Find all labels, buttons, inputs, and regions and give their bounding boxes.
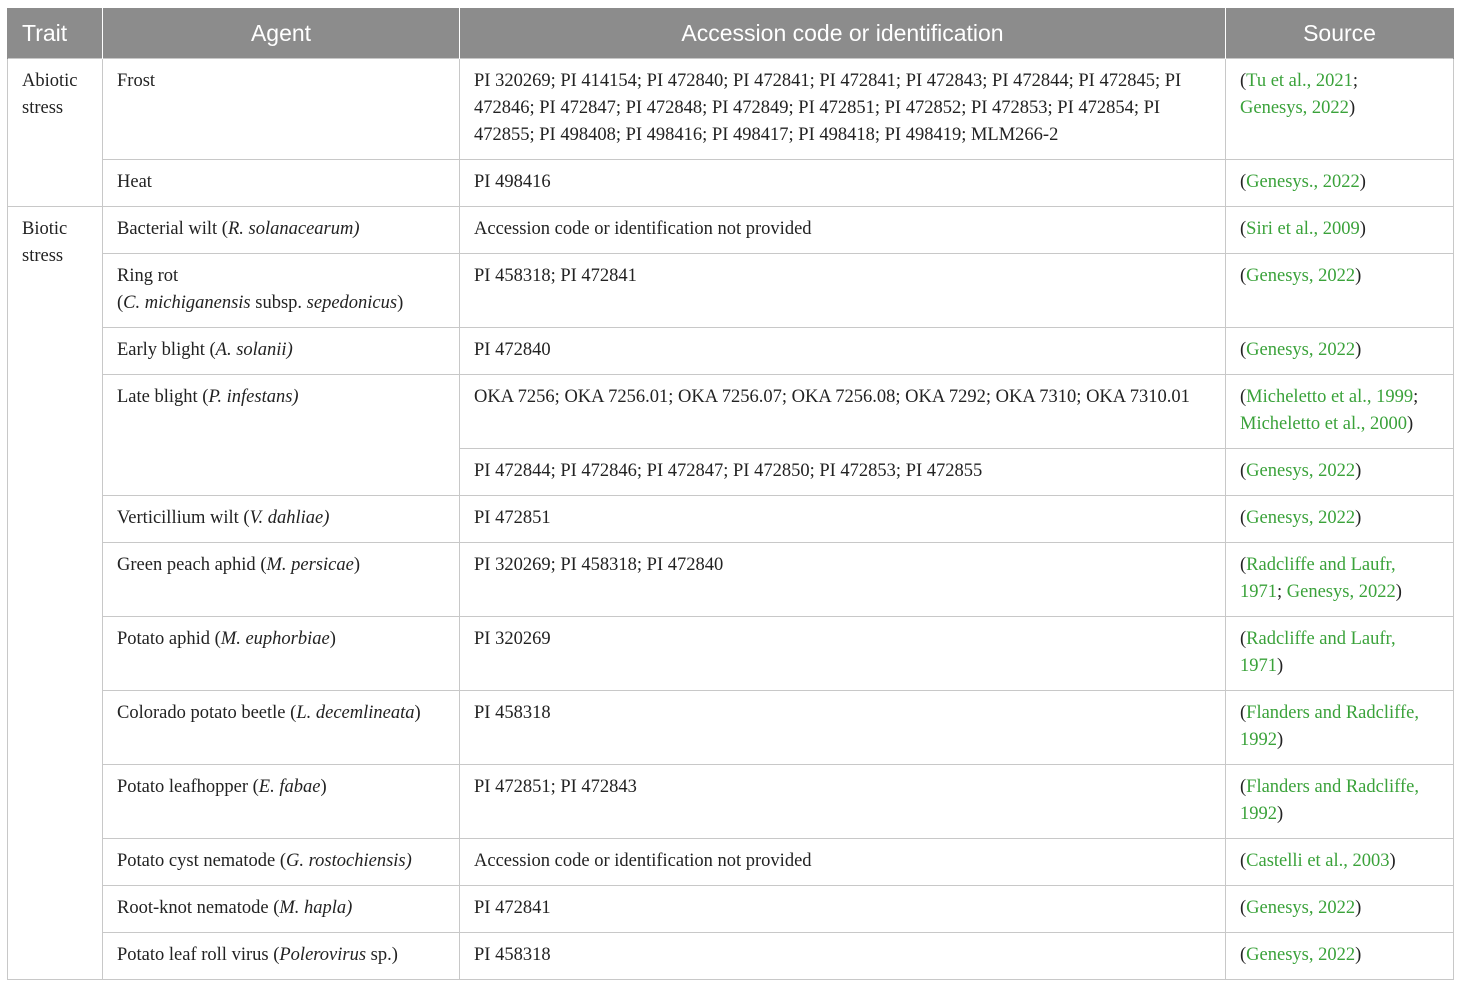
agent-cell: Colorado potato beetle (L. decemlineata) [103, 691, 460, 765]
source-link[interactable]: Micheletto et al., 2000 [1240, 414, 1407, 434]
agent-name: Bacterial wilt [117, 219, 218, 239]
agent-cell: Early blight (A. solanii) [103, 328, 460, 375]
agent-suffix: sp.) [370, 945, 398, 965]
accession-cell: PI 458318 [460, 933, 1226, 980]
table-row-ring-rot [8, 254, 1454, 328]
source-cell: (Radcliffe and Laufr, 1971) [1226, 617, 1454, 691]
agent-cell: Ring rot (C. michiganensis subsp. sepedonicus) [103, 254, 460, 328]
source-cell: (Genesys, 2022) [1226, 254, 1454, 328]
agent-cell: Frost [103, 59, 460, 160]
accession-cell: PI 472840 [460, 328, 1226, 375]
agent-species: Polerovirus [279, 945, 367, 965]
agent-species: E. fabae [258, 777, 321, 797]
agent-species: sepedonicus [306, 293, 398, 313]
header-accession: Accession code or identification [460, 8, 1226, 59]
source-cell: (Genesys, 2022) [1226, 496, 1454, 543]
table-row-green-peach-aphid [8, 543, 1454, 617]
source-link[interactable]: Radcliffe and Laufr, 1971 [1240, 629, 1396, 676]
source-link[interactable]: Genesys, 2022 [1246, 898, 1356, 918]
header-row [8, 8, 1454, 59]
table-row-early-blight [8, 328, 1454, 375]
accession-cell: PI 458318 [460, 691, 1226, 765]
source-link[interactable]: Genesys, 2022 [1286, 582, 1396, 602]
agent-cell: Root-knot nematode (M. hapla) [103, 886, 460, 933]
agent-cell: Bacterial wilt (R. solanacearum) [103, 207, 460, 254]
agent-name: Verticillium wilt [117, 508, 239, 528]
source-link[interactable]: Castelli et al., 2003 [1246, 851, 1390, 871]
source-link[interactable]: Genesys, 2022 [1240, 98, 1349, 118]
header-agent: Agent [103, 8, 460, 59]
agent-name: Potato leafhopper [117, 777, 248, 797]
agent-cell: Green peach aphid (M. persicae) [103, 543, 460, 617]
agent-name: Potato leaf roll virus [117, 945, 269, 965]
agent-species: M. persicae [266, 555, 354, 575]
source-cell: (Tu et al., 2021; Genesys, 2022) [1226, 59, 1454, 160]
table-row-leafhopper [8, 765, 1454, 839]
agent-species: V. dahliae) [249, 508, 330, 528]
source-link[interactable]: Flanders and Radcliffe, 1992 [1240, 703, 1419, 750]
agent-cell: Potato leaf roll virus (Polerovirus sp.) [103, 933, 460, 980]
table-row-frost [8, 59, 1454, 160]
accession-cell: PI 320269; PI 458318; PI 472840 [460, 543, 1226, 617]
accession-cell: PI 472844; PI 472846; PI 472847; PI 472850; PI 472853; PI 472855 [460, 449, 1226, 496]
agent-genus: C. michiganensis [123, 293, 251, 313]
table-row-verticillium-wilt [8, 496, 1454, 543]
agent-name: Potato aphid [117, 629, 211, 649]
source-cell: (Genesys, 2022) [1226, 449, 1454, 496]
accession-cell: OKA 7256; OKA 7256.01; OKA 7256.07; OKA 7256.08; OKA 7292; OKA 7310; OKA 7310.01 [460, 375, 1226, 449]
agent-name: Early blight [117, 340, 205, 360]
source-link[interactable]: Genesys, 2022 [1246, 461, 1356, 481]
accession-cell: PI 498416 [460, 160, 1226, 207]
table-row-leaf-roll-virus [8, 933, 1454, 980]
trait-biotic [8, 207, 103, 980]
agent-cell: Late blight (P. infestans) [103, 375, 460, 496]
agent-cell: Verticillium wilt (V. dahliae) [103, 496, 460, 543]
source-link[interactable]: Micheletto et al., 1999 [1246, 387, 1414, 407]
accession-cell: Accession code or identification not provided [460, 207, 1226, 254]
agent-name: Green peach aphid [117, 555, 256, 575]
agent-cell: Potato aphid (M. euphorbiae) [103, 617, 460, 691]
agent-species: P. infestans) [208, 387, 299, 407]
accession-cell: PI 458318; PI 472841 [460, 254, 1226, 328]
agent-species: A. solanii) [215, 340, 293, 360]
accession-cell: PI 472851; PI 472843 [460, 765, 1226, 839]
table-row-colorado-beetle [8, 691, 1454, 765]
source-cell: (Siri et al., 2009) [1226, 207, 1454, 254]
agent-name: Potato cyst nematode [117, 851, 276, 871]
accession-cell: PI 320269; PI 414154; PI 472840; PI 472841; PI 472841; PI 472843; PI 472844; PI 472845; PI 472846; PI 472847; PI 472848; PI 472849; PI 472851; PI 472852; PI 472853; PI 472854; PI 472855; PI 498408; PI 498416; PI 498417; PI 498418; PI 498419; MLM266-2 [460, 59, 1226, 160]
agent-cell: Heat [103, 160, 460, 207]
source-link[interactable]: Genesys, 2022 [1246, 266, 1356, 286]
agent-species: M. euphorbiae [220, 629, 330, 649]
source-cell: (Micheletto et al., 1999; Micheletto et al., 2000) [1226, 375, 1454, 449]
source-cell: (Flanders and Radcliffe, 1992) [1226, 691, 1454, 765]
accession-cell: PI 320269 [460, 617, 1226, 691]
table-row-root-knot [8, 886, 1454, 933]
trait-abiotic-line1: Abiotic [22, 71, 78, 91]
agent-name: Colorado potato beetle [117, 703, 286, 723]
source-cell: (Genesys., 2022) [1226, 160, 1454, 207]
source-cell: (Flanders and Radcliffe, 1992) [1226, 765, 1454, 839]
agent-species: R. solanacearum) [227, 219, 360, 239]
agent-cell: Potato leafhopper (E. fabae) [103, 765, 460, 839]
trait-biotic-line2: stress [22, 246, 64, 266]
trait-abiotic [8, 59, 103, 207]
trait-abiotic-line2: stress [22, 98, 64, 118]
header-trait: Trait [8, 8, 103, 59]
trait-biotic-line1: Biotic [22, 219, 68, 239]
trait-table [7, 8, 1454, 980]
accession-cell: PI 472851 [460, 496, 1226, 543]
source-link[interactable]: Genesys, 2022 [1246, 340, 1356, 360]
agent-name: Root-knot nematode [117, 898, 269, 918]
source-cell: (Radcliffe and Laufr, 1971; Genesys, 2022) [1226, 543, 1454, 617]
agent-subsp: subsp. [255, 293, 303, 313]
source-cell: (Genesys, 2022) [1226, 328, 1454, 375]
source-cell: (Genesys, 2022) [1226, 886, 1454, 933]
source-link[interactable]: Tu et al., 2021 [1246, 71, 1353, 91]
source-cell: (Genesys, 2022) [1226, 933, 1454, 980]
agent-species: L. decemlineata [296, 703, 415, 723]
accession-cell: PI 472841 [460, 886, 1226, 933]
source-link[interactable]: Radcliffe and Laufr, 1971 [1240, 555, 1396, 602]
source-link[interactable]: Flanders and Radcliffe, 1992 [1240, 777, 1419, 824]
source-link[interactable]: Genesys., 2022 [1246, 172, 1360, 192]
agent-species: G. rostochiensis) [286, 851, 412, 871]
table-row-bacterial-wilt [8, 207, 1454, 254]
accession-cell: Accession code or identification not provided [460, 839, 1226, 886]
header-source: Source [1226, 8, 1454, 59]
agent-name: Ring rot [117, 266, 179, 286]
table-row-heat [8, 160, 1454, 207]
source-cell: (Castelli et al., 2003) [1226, 839, 1454, 886]
source-link[interactable]: Siri et al., 2009 [1246, 219, 1360, 239]
table-row-potato-aphid [8, 617, 1454, 691]
source-link[interactable]: Genesys, 2022 [1246, 508, 1356, 528]
agent-species: M. hapla) [279, 898, 353, 918]
source-link[interactable]: Genesys, 2022 [1246, 945, 1356, 965]
table-row-late-blight [8, 375, 1454, 449]
agent-name: Late blight [117, 387, 198, 407]
table-row-cyst-nematode [8, 839, 1454, 886]
agent-cell: Potato cyst nematode (G. rostochiensis) [103, 839, 460, 886]
